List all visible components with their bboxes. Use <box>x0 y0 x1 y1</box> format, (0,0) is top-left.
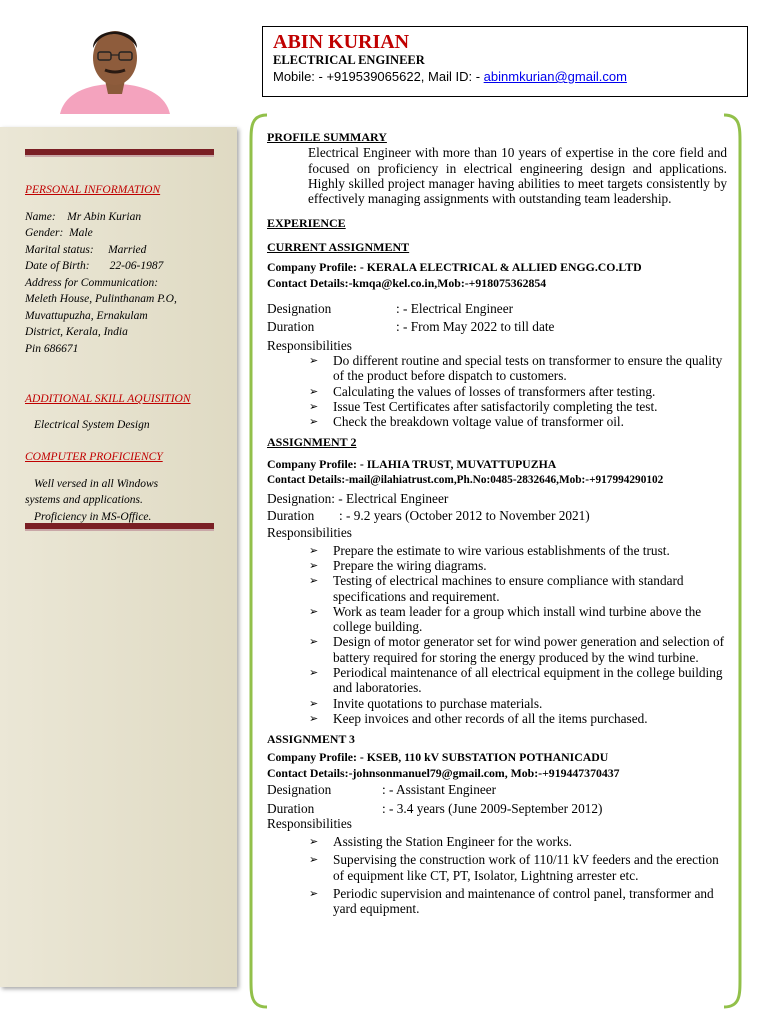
personal-gender-row <box>25 225 225 242</box>
personal-label: Name: <box>25 210 56 223</box>
address-line: Muvattupuzha, Ernakulam <box>25 309 148 322</box>
personal-label: Marital status: <box>25 243 94 256</box>
personal-label: Gender: <box>25 227 64 239</box>
personal-label: Date of Birth: <box>25 260 90 272</box>
email-link[interactable]: abinmkurian@gmail.com <box>483 69 627 84</box>
list-item: ➢ Prepare the estimate to wire various establishments of the trust. <box>267 543 727 558</box>
main-content <box>267 128 727 917</box>
designation-row <box>267 782 727 797</box>
list-item: ➢ Check the breakdown voltage value of transformer oil. <box>267 414 727 429</box>
responsibilities-list <box>267 353 727 429</box>
profile-summary-heading: PROFILE SUMMARY <box>267 130 387 144</box>
candidate-role: ELECTRICAL ENGINEER <box>273 53 425 67</box>
designation-value: : - Electrical Engineer <box>396 301 514 317</box>
designation-label: Designation <box>267 301 332 317</box>
computer-line: systems and applications. <box>25 494 143 506</box>
contact-details: Contact Details:-johnsonmanuel79@gmail.com, Mob:-+919447370437 <box>267 766 620 781</box>
skill-item: Electrical System Design <box>34 418 150 431</box>
assignment-heading: ASSIGNMENT 2 <box>267 435 357 450</box>
responsibilities-label: Responsibilities <box>267 525 352 541</box>
address-line: Meleth House, Pulinthanam P.O, <box>25 293 177 305</box>
designation-value: : - Assistant Engineer <box>382 782 497 798</box>
list-item: ➢ Issue Test Certificates after satisfactorily completing the test. <box>267 399 727 414</box>
duration-value: : - From May 2022 to till date <box>396 319 555 335</box>
list-item: ➢ Work as team leader for a group which install wind turbine above the college building. <box>267 604 727 635</box>
duration-label: Duration <box>267 319 315 335</box>
list-item: ➢ Do different routine and special tests on transformer to ensure the quality of the product before dispatch to customers. <box>267 353 727 384</box>
contact-details: Contact Details:-kmqa@kel.co.in,Mob:-+918075362854 <box>267 276 547 291</box>
list-item: ➢ Supervising the construction work of 110/11 kV feeders and the erection of equipment like CT, PT, Isolator, Lightning arrester etc. <box>267 852 727 883</box>
contact-line <box>273 68 737 85</box>
duration-value: : - 9.2 years (October 2012 to November 2021) <box>339 508 590 524</box>
list-item: ➢ Assisting the Station Engineer for the works. <box>267 834 727 849</box>
personal-info-heading: PERSONAL INFORMATION <box>25 184 161 196</box>
list-item: ➢ Keep invoices and other records of all the items purchased. <box>267 711 727 726</box>
assignment-heading: ASSIGNMENT 3 <box>267 732 355 747</box>
company-profile: Company Profile: - KERALA ELECTRICAL & ALLIED ENGG.CO.LTD <box>267 260 642 275</box>
personal-value: Married <box>108 243 147 256</box>
personal-value: Male <box>69 227 93 239</box>
list-item: ➢ Prepare the wiring diagrams. <box>267 558 727 573</box>
skill-heading: ADDITIONAL SKILL AQUISITION <box>25 393 191 405</box>
designation-row <box>267 301 727 316</box>
address-label: Address for Communication: <box>25 276 159 289</box>
personal-info-section <box>25 182 225 357</box>
header-box <box>262 26 748 97</box>
duration-row <box>267 801 727 816</box>
experience-heading: EXPERIENCE <box>267 216 346 231</box>
personal-dob-row <box>25 258 225 275</box>
list-item: ➢ Design of motor generator set for wind power generation and selection of battery required for storing the energy produced by the wind turbine. <box>267 634 727 665</box>
sidebar-panel <box>0 127 237 987</box>
sidebar-bottom-divider <box>25 523 214 531</box>
duration-label: Duration <box>267 508 315 524</box>
contact-prefix: Mobile: - +919539065622, Mail ID: - <box>273 69 484 84</box>
duration-row <box>267 508 727 523</box>
list-item: ➢ Periodical maintenance of all electrical equipment in the college building and laboratories. <box>267 665 727 696</box>
sidebar-top-divider <box>25 149 214 157</box>
list-item: ➢ Periodic supervision and maintenance of control panel, transformer and yard equipment. <box>267 886 727 917</box>
duration-value: : - 3.4 years (June 2009-September 2012) <box>382 800 603 816</box>
computer-line: Proficiency in MS-Office. <box>34 510 152 523</box>
list-item: ➢ Testing of electrical machines to ensure compliance with standard specifications and requirement. <box>267 573 727 604</box>
company-profile: Company Profile: - ILAHIA TRUST, MUVATTUPUZHA <box>267 456 557 471</box>
responsibilities-label: Responsibilities <box>267 815 352 831</box>
duration-label: Duration <box>267 800 315 816</box>
company-profile: Company Profile: - KSEB, 110 kV SUBSTATION POTHANICADU <box>267 750 609 765</box>
address-line: District, Kerala, India <box>25 326 128 338</box>
computer-section <box>25 449 225 525</box>
contact-details: Contact Details:-mail@ilahiatrust.com,Ph.No:0485-2832646,Mob:-+917994290102 <box>267 473 664 486</box>
personal-value: Mr Abin Kurian <box>67 210 142 223</box>
profile-photo <box>60 18 170 114</box>
computer-line: Well versed in all Windows <box>34 477 159 490</box>
responsibilities-label: Responsibilities <box>267 337 352 353</box>
list-item: ➢ Invite quotations to purchase materials. <box>267 696 727 711</box>
personal-value: 22-06-1987 <box>109 260 164 272</box>
list-item: ➢ Calculating the values of losses of transformers after testing. <box>267 384 727 399</box>
profile-summary-text: Electrical Engineer with more than 10 years of expertise in the core field and focused on proficiency in electrical engineering design and applications. Highly skilled project manager having abilities to meet targets consistently by effectively managing assignments with outstanding team leadership. <box>308 145 727 207</box>
address-line: Pin 686671 <box>25 342 79 355</box>
designation-row: Designation: - Electrical Engineer <box>267 490 449 506</box>
assignment-heading: CURRENT ASSIGNMENT <box>267 239 410 254</box>
personal-marital-row <box>25 242 225 259</box>
personal-name-row <box>25 209 225 226</box>
skill-section <box>25 391 225 433</box>
candidate-name: ABIN KURIAN <box>273 31 410 53</box>
responsibilities-list <box>267 543 727 727</box>
computer-heading: COMPUTER PROFICIENCY <box>25 451 163 463</box>
designation-label: Designation <box>267 782 332 798</box>
responsibilities-list <box>267 834 727 916</box>
duration-row <box>267 319 727 334</box>
